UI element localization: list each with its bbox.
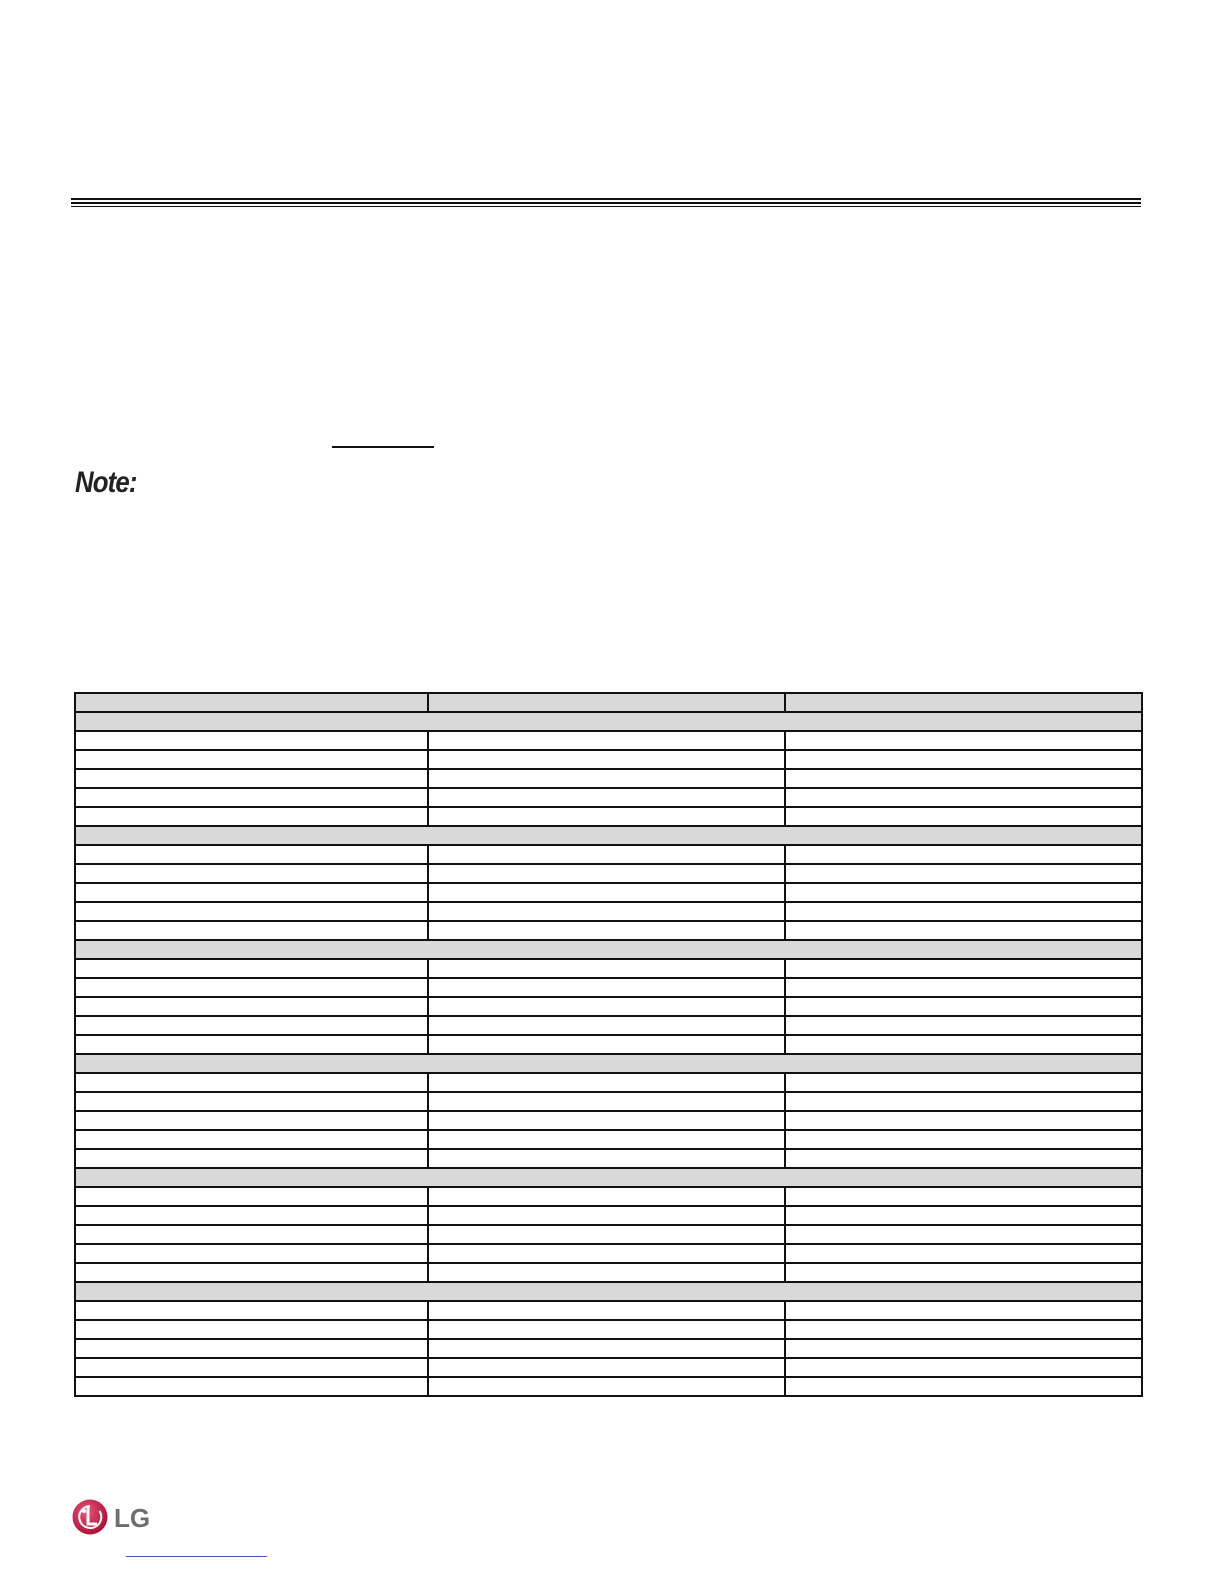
table-section-title (75, 712, 1142, 731)
table-row (75, 1263, 1142, 1282)
table-section-row (75, 712, 1142, 731)
table-cell (785, 1263, 1142, 1282)
table-cell (75, 1358, 428, 1377)
table-cell (75, 1130, 428, 1149)
table-cell (428, 1263, 785, 1282)
table-cell (785, 769, 1142, 788)
table-cell (75, 883, 428, 902)
table-row (75, 1339, 1142, 1358)
table-cell (785, 1244, 1142, 1263)
table-row (75, 921, 1142, 940)
table-cell (428, 1377, 785, 1396)
footer-link[interactable] (126, 1556, 267, 1557)
table-cell (428, 731, 785, 750)
table-header-cell (75, 693, 428, 712)
table-cell (785, 1206, 1142, 1225)
table-cell (785, 750, 1142, 769)
table-row (75, 845, 1142, 864)
table-cell (785, 864, 1142, 883)
table-cell (785, 978, 1142, 997)
table-section-row (75, 1282, 1142, 1301)
table-cell (75, 769, 428, 788)
table-row (75, 902, 1142, 921)
table-row (75, 788, 1142, 807)
table-section-title (75, 1054, 1142, 1073)
table-cell (428, 864, 785, 883)
table-cell (428, 902, 785, 921)
table-cell (75, 1187, 428, 1206)
table-cell (785, 1339, 1142, 1358)
table-header-row (75, 693, 1142, 712)
table-cell (785, 1187, 1142, 1206)
table-cell (75, 1225, 428, 1244)
table-row (75, 1073, 1142, 1092)
table-cell (75, 864, 428, 883)
header-rule-top (71, 198, 1141, 200)
lg-logo-text: LG (114, 1503, 151, 1533)
header-rule-bottom (71, 206, 1141, 207)
table-cell (428, 1111, 785, 1130)
table-cell (75, 750, 428, 769)
lg-logo (71, 1498, 161, 1536)
table-cell (75, 807, 428, 826)
spec-table (74, 692, 1143, 1397)
table-cell (75, 921, 428, 940)
table-cell (785, 1320, 1142, 1339)
underlined-term (332, 446, 434, 448)
table-cell (75, 1301, 428, 1320)
table-row (75, 997, 1142, 1016)
table-cell (428, 921, 785, 940)
table-cell (75, 978, 428, 997)
table-row (75, 1187, 1142, 1206)
table-cell (75, 788, 428, 807)
table-cell (785, 807, 1142, 826)
table-cell (785, 1035, 1142, 1054)
table-cell (75, 845, 428, 864)
table-cell (785, 921, 1142, 940)
table-cell (75, 1377, 428, 1396)
table-row (75, 750, 1142, 769)
table-cell (428, 1301, 785, 1320)
table-cell (428, 1035, 785, 1054)
table-section-row (75, 826, 1142, 845)
table-cell (428, 997, 785, 1016)
table-cell (428, 1358, 785, 1377)
table-cell (75, 1092, 428, 1111)
table-row (75, 1035, 1142, 1054)
table-row (75, 1358, 1142, 1377)
table-cell (785, 1358, 1142, 1377)
table-cell (428, 1339, 785, 1358)
table-cell (785, 788, 1142, 807)
table-row (75, 959, 1142, 978)
table-row (75, 1244, 1142, 1263)
table-section-row (75, 1054, 1142, 1073)
table-cell (428, 788, 785, 807)
table-cell (785, 1073, 1142, 1092)
table-cell (428, 959, 785, 978)
table-row (75, 1377, 1142, 1396)
table-row (75, 1301, 1142, 1320)
table-cell (428, 845, 785, 864)
table-cell (428, 807, 785, 826)
table-cell (75, 1111, 428, 1130)
table-cell (428, 978, 785, 997)
table-cell (428, 769, 785, 788)
table-cell (785, 883, 1142, 902)
table-cell (75, 997, 428, 1016)
table-cell (75, 1320, 428, 1339)
table-row (75, 1111, 1142, 1130)
table-cell (428, 1187, 785, 1206)
table-row (75, 1206, 1142, 1225)
table-cell (785, 997, 1142, 1016)
table-cell (428, 883, 785, 902)
table-cell (75, 902, 428, 921)
table-cell (428, 750, 785, 769)
table-row (75, 978, 1142, 997)
table-cell (428, 1244, 785, 1263)
table-cell (75, 1149, 428, 1168)
table-row (75, 731, 1142, 750)
table-row (75, 883, 1142, 902)
table-row (75, 1320, 1142, 1339)
table-cell (785, 902, 1142, 921)
table-cell (785, 1130, 1142, 1149)
table-cell (75, 1244, 428, 1263)
table-cell (785, 1301, 1142, 1320)
table-cell (785, 845, 1142, 864)
table-cell (785, 1377, 1142, 1396)
table-cell (428, 1130, 785, 1149)
table-cell (785, 959, 1142, 978)
table-cell (75, 1035, 428, 1054)
table-cell (428, 1225, 785, 1244)
table-row (75, 1149, 1142, 1168)
table-cell (428, 1092, 785, 1111)
note-heading: Note: (75, 466, 137, 499)
table-cell (75, 1339, 428, 1358)
table-section-title (75, 826, 1142, 845)
table-row (75, 1225, 1142, 1244)
table-cell (785, 731, 1142, 750)
table-cell (428, 1320, 785, 1339)
table-row (75, 1092, 1142, 1111)
table-cell (75, 731, 428, 750)
table-cell (785, 1092, 1142, 1111)
table-cell (785, 1111, 1142, 1130)
table-header-cell (785, 693, 1142, 712)
table-cell (75, 959, 428, 978)
table-cell (428, 1149, 785, 1168)
table-cell (785, 1016, 1142, 1035)
table-row (75, 769, 1142, 788)
table-cell (428, 1073, 785, 1092)
table-cell (428, 1206, 785, 1225)
table-cell (75, 1206, 428, 1225)
table-cell (75, 1073, 428, 1092)
table-cell (428, 1016, 785, 1035)
table-row (75, 864, 1142, 883)
table-cell (75, 1016, 428, 1035)
table-section-row (75, 940, 1142, 959)
table-cell (785, 1149, 1142, 1168)
table-row (75, 1016, 1142, 1035)
table-row (75, 807, 1142, 826)
header-rule-middle (71, 202, 1141, 204)
table-header-cell (428, 693, 785, 712)
table-section-row (75, 1168, 1142, 1187)
table-cell (75, 1263, 428, 1282)
table-section-title (75, 1168, 1142, 1187)
table-row (75, 1130, 1142, 1149)
table-section-title (75, 940, 1142, 959)
table-section-title (75, 1282, 1142, 1301)
table-cell (785, 1225, 1142, 1244)
